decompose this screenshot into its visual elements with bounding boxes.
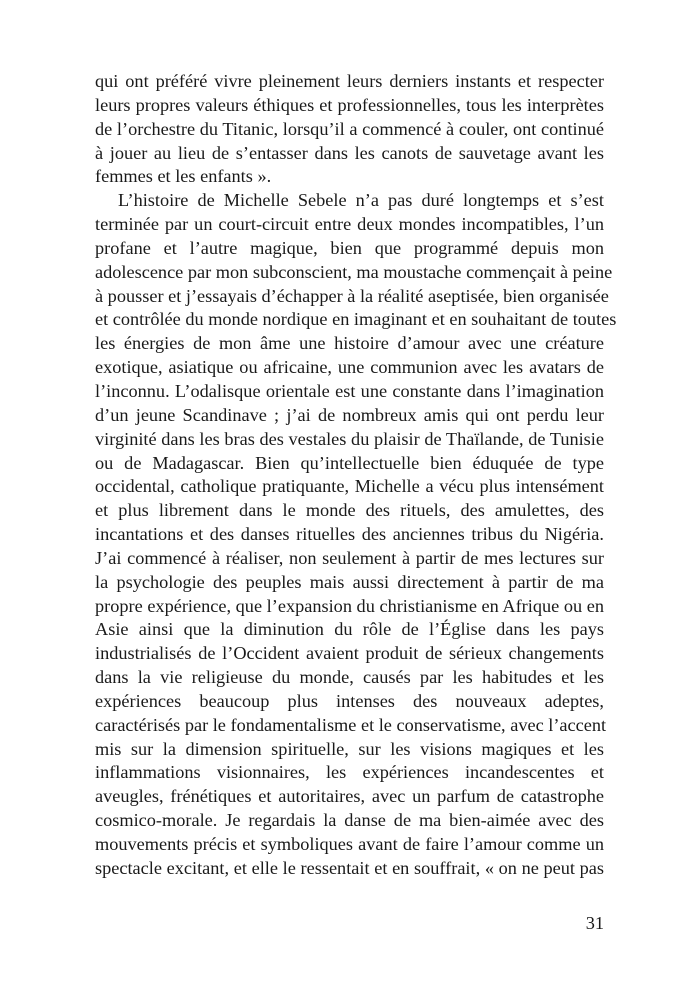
text-line: mis sur la dimension spirituelle, sur les visions magiques et les xyxy=(95,738,604,759)
text-line: Asie ainsi que la diminution du rôle de l’Église dans les pays xyxy=(95,619,604,640)
page-body xyxy=(95,70,617,881)
text-line: à jouer au lieu de s’entasser dans les canots de sauvetage avant les xyxy=(95,142,604,163)
text-line: J’ai commencé à réaliser, non seulement à partir de mes lectures sur xyxy=(95,547,604,568)
text-line: femmes et les enfants ». xyxy=(95,166,272,187)
page-number: 31 xyxy=(585,913,604,933)
text-line: de l’orchestre du Titanic, lorsqu’il a commencé à couler, ont continué xyxy=(95,118,604,139)
text-line: inflammations visionnaires, les expériences incandescentes et xyxy=(95,762,604,783)
text-line: spectacle excitant, et elle le ressentait et en souffrait, « on ne peut pas xyxy=(95,857,604,878)
text-line: ou de Madagascar. Bien qu’intellectuelle bien éduquée de type xyxy=(95,452,604,473)
text-line: terminée par un court-circuit entre deux mondes incompatibles, l’un xyxy=(95,214,604,235)
text-line: la psychologie des peuples mais aussi directement à partir de ma xyxy=(95,571,604,592)
text-line: cosmico-morale. Je regardais la danse de ma bien-aimée avec des xyxy=(95,810,604,831)
text-line: l’inconnu. L’odalisque orientale est une constante dans l’imagination xyxy=(95,380,604,401)
text-line: expériences beaucoup plus intenses des nouveaux adeptes, xyxy=(95,690,604,711)
text-line: virginité dans les bras des vestales du plaisir de Thaïlande, de Tunisie xyxy=(95,428,604,449)
paragraph-2 xyxy=(95,189,617,880)
text-line: propre expérience, que l’expansion du christianisme en Afrique ou en xyxy=(95,595,604,616)
text-line: et plus librement dans le monde des rituels, des amulettes, des xyxy=(95,500,604,521)
text-line: à pousser et j’essayais d’échapper à la réalité aseptisée, bien organisée xyxy=(95,285,609,306)
text-line: occidental, catholique pratiquante, Michelle a vécu plus intensément xyxy=(95,476,604,497)
text-line: et contrôlée du monde nordique en imaginant et en souhaitant de toutes xyxy=(95,309,617,330)
text-line: les énergies de mon âme une histoire d’amour avec une créature xyxy=(95,333,604,354)
text-line: incantations et des danses rituelles des anciennes tribus du Nigéria. xyxy=(95,524,604,545)
text-line: dans la vie religieuse du monde, causés par les habitudes et les xyxy=(95,667,604,688)
text-line: industrialisés de l’Occident avaient produit de sérieux changements xyxy=(95,643,604,664)
text-line: exotique, asiatique ou africaine, une communion avec les avatars de xyxy=(95,357,604,378)
text-line: d’un jeune Scandinave ; j’ai de nombreux amis qui ont perdu leur xyxy=(95,404,604,425)
text-line: adolescence par mon subconscient, ma moustache commençait à peine xyxy=(95,261,613,282)
text-line: leurs propres valeurs éthiques et professionnelles, tous les interprètes xyxy=(95,94,604,115)
text-line: profane et l’autre magique, bien que programmé depuis mon xyxy=(95,237,604,258)
text-line: L’histoire de Michelle Sebele n’a pas duré longtemps et s’est xyxy=(118,190,604,211)
text-line: caractérisés par le fondamentalisme et le conservatisme, avec l’accent xyxy=(95,714,607,735)
text-line: mouvements précis et symboliques avant de faire l’amour comme un xyxy=(95,834,604,854)
text-line: aveugles, frénétiques et autoritaires, avec un parfum de catastrophe xyxy=(95,786,604,807)
paragraph-1 xyxy=(95,70,604,189)
text-line: qui ont préféré vivre pleinement leurs derniers instants et respecter xyxy=(95,71,604,91)
